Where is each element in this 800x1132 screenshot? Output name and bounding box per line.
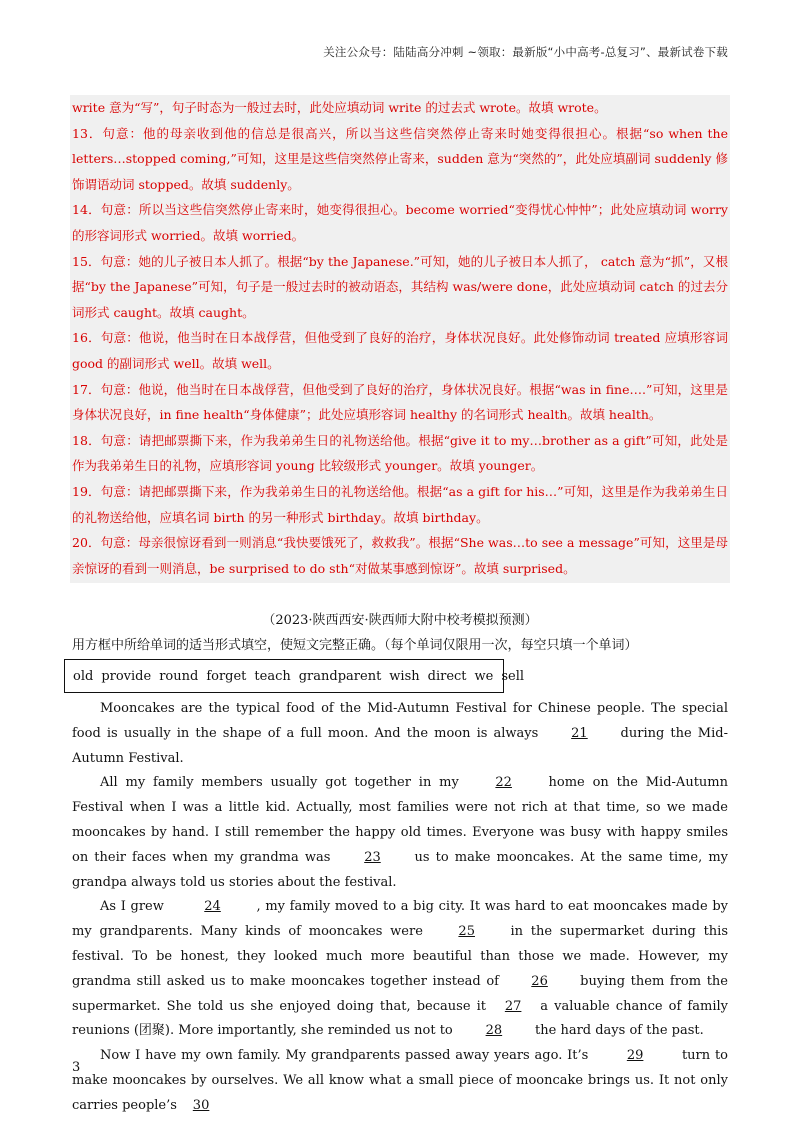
- passage-paragraph-4: [72, 1044, 728, 1118]
- blank-25: 25: [458, 924, 475, 940]
- word-option: provide: [101, 668, 152, 684]
- blank-21: 21: [571, 725, 588, 741]
- blank-27: 27: [504, 998, 522, 1014]
- word-option: grandparent: [298, 668, 382, 684]
- blank-26: 26: [531, 973, 548, 989]
- answer-14: 14．句意：所以当这些信突然停止寄来时，她变得很担心。become worried“变得忧心忡忡”；此处应填动词 worry 的形容词形式 worried。故填 worried。: [72, 202, 728, 243]
- answer-13: 13．句意：他的母亲收到他的信总是很高兴，所以当这些信突然停止寄来时她变得很担心。根据“so when the letters…stopped coming,”可知，这里是这些信突然停止寄来，sudden 意为“突然的”，此处应填副词 suddenly 修饰谓语动词 stopped。故填 suddenly。: [72, 125, 728, 192]
- answer-18: 18．句意：请把邮票撕下来，作为我弟弟生日的礼物送给他。根据“give it to my…brother as a gift”可知，此处是作为我弟弟生日的礼物，应填形容词 young 比较级形式 younger。故填 younger。: [72, 432, 728, 474]
- passage-text: in the supermarket during this festival. To be honest, they looked much more beautiful than those we made. However, my grandma still asked us to make mooncakes together instead of: [72, 924, 728, 989]
- word-box: [64, 659, 525, 693]
- passage-text: As I grew: [100, 899, 169, 915]
- passage-text: All my family members usually got together in my: [100, 775, 467, 791]
- passage-text: a valuable chance of family reunions (团聚). More importantly, she reminded us not to: [72, 998, 728, 1039]
- passage-text: , my family moved to a big city. It was hard to eat mooncakes made by my grandparents. Many kinds of mooncakes were: [72, 899, 729, 940]
- word-option: wish: [389, 668, 420, 684]
- passage-paragraph-1: [72, 697, 728, 771]
- page-header: 关注公众号：陆陆高分冲刺 ~领取：最新版“小中高考-总复习”、最新试卷下载: [323, 45, 728, 59]
- question-source: （2023·陕西西安·陕西师大附中校考模拟预测）: [262, 613, 538, 628]
- word-option: teach: [254, 668, 291, 684]
- passage-text: Now I have my own family. My grandparents passed away years ago. It’s: [100, 1048, 594, 1064]
- word-option: we: [474, 668, 494, 684]
- blank-22: 22: [495, 775, 512, 791]
- answer-explanations: [70, 95, 730, 583]
- page-number: 3: [72, 1060, 81, 1075]
- blank-23: 23: [364, 849, 381, 865]
- cloze-passage: [72, 697, 728, 1119]
- passage-text: the hard days of the past.: [530, 1023, 704, 1039]
- blank-28: 28: [485, 1023, 503, 1039]
- answer-17: 17．句意：他说，他当时在日本战俘营，但他受到了良好的治疗，身体状况良好。根据“was in fine….”可知，这里是身体状况良好，in fine health“身体健康”；此处应填形容词 healthy 的名词形式 health。故填 health。: [72, 381, 728, 423]
- answer-20: 20．句意：母亲很惊讶看到一则消息“我快要饿死了，救救我”。根据“She was…to see a message”可知，这里是母亲惊讶的看到一则消息，be surprised to do sth“对做某事感到惊讶”。故填 surprised。: [72, 535, 728, 576]
- passage-text: during the Mid-Autumn Festival.: [72, 725, 728, 766]
- word-option: round: [159, 668, 199, 684]
- word-option: direct: [427, 668, 467, 684]
- word-option: sell: [501, 668, 525, 684]
- question-instruction: 用方框中所给单词的适当形式填空，使短文完整正确。（每个单词仅限用一次，每空只填一个单词）: [72, 638, 638, 653]
- answer-12-tail: write 意为“写”，句子时态为一般过去时，此处应填动词 write 的过去式 wrote。故填 wrote。: [72, 100, 607, 115]
- passage-text: Mooncakes are the typical food of the Mid-Autumn Festival for Chinese people. The special food is usually in the shape of a full moon. And the moon is always: [72, 701, 728, 741]
- passage-paragraph-2: [72, 771, 728, 895]
- blank-24: 24: [204, 899, 221, 915]
- answer-15: 15．句意：她的儿子被日本人抓了。根据“by the Japanese.”可知，她的儿子被日本人抓了， catch 意为“抓”，又根据“by the Japanese”可知，句子是一般过去时的被动语态，其结构 was/were done，此处应填动词 catch 的过去分词形式 caught。故填 caught。: [72, 253, 728, 320]
- passage-text: us to make mooncakes. At the same time, my grandpa always told us stories about the festival.: [72, 849, 729, 890]
- word-option: old: [73, 668, 94, 684]
- blank-30: 30: [192, 1097, 210, 1113]
- passage-text: home on the Mid-Autumn Festival when I was a little kid. Actually, most families were not rich at that time, so we made mooncakes by hand. I still remember the happy old times. Everyone was busy with happy smiles on their faces when my grandma was: [72, 775, 728, 865]
- passage-text: buying them from the supermarket. She told us she enjoyed doing that, because it: [72, 973, 728, 1014]
- blank-29: 29: [626, 1048, 644, 1064]
- answer-19: 19．句意：请把邮票撕下来，作为我弟弟生日的礼物送给他。根据“as a gift for his…”可知，这里是作为我弟弟生日的礼物送给他，应填名词 birth 的另一种形式 birthday。故填 birthday。: [72, 483, 728, 525]
- passage-text: turn to make mooncakes by ourselves. We all know what a small piece of mooncake brings us. It not only carries people’s: [72, 1048, 728, 1113]
- passage-paragraph-3: [72, 895, 728, 1044]
- answer-16: 16．句意：他说，他当时在日本战俘营，但他受到了良好的治疗，身体状况良好。此处修饰动词 treated 应填形容词 good 的副词形式 well。故填 well。: [72, 330, 728, 371]
- word-option: forget: [206, 668, 247, 684]
